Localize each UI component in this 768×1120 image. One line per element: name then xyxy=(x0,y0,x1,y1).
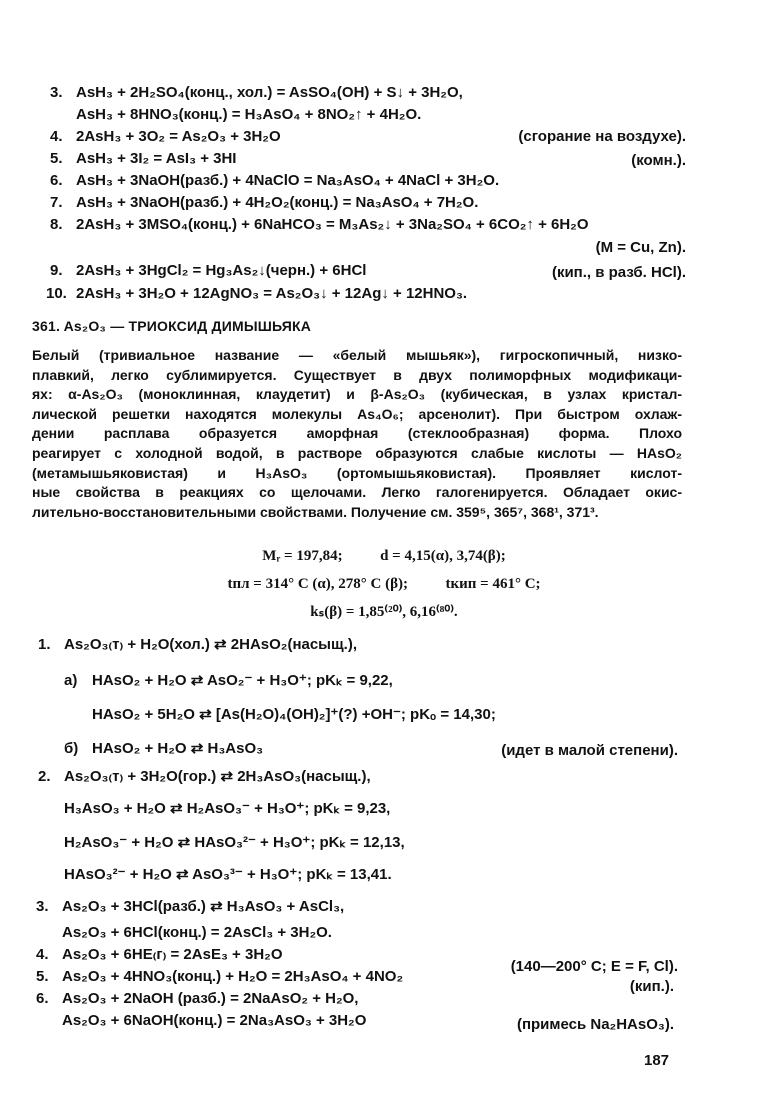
reaction-number: 6. xyxy=(36,990,49,1007)
reaction-condition: (идет в малой степени). xyxy=(501,742,678,759)
description-line: реагирует с холодной водой, в растворе образуются слабые кислоты — HAsO₂ xyxy=(32,444,682,461)
reaction-number: 2. xyxy=(38,768,51,785)
reaction-equation: As₂O₃ + 4HNO₃(конц.) + H₂O = 2H₃AsO₄ + 4NO₂ xyxy=(62,968,404,985)
reaction-equation: AsH₃ + 3I₂ = AsI₃ + 3HI xyxy=(76,150,237,167)
reaction-condition: (комн.). xyxy=(631,152,686,169)
description-line: ях: α-As₂O₃ (моноклинная, клаудетит) и β-As₂O₃ (кубическая, в узлах кристал- xyxy=(32,386,682,403)
reaction-equation: H₂AsO₃⁻ + H₂O ⇄ HAsO₃²⁻ + H₃O⁺; pKₖ = 12,13, xyxy=(64,834,405,851)
reaction-condition: (примесь Na₂HAsO₃). xyxy=(516,1016,674,1033)
description-line: лительно-восстановительными свойствами. Получение см. 359⁵, 365⁷, 368¹, 371³. xyxy=(32,503,599,520)
reaction-equation: 2AsH₃ + 3H₂O + 12AgNO₃ = As₂O₃↓ + 12Ag↓ + 12HNO₃. xyxy=(76,285,468,302)
description-line: Белый (тривиальное название — «белый мышьяк»), гигроскопичный, низко- xyxy=(32,347,682,363)
reaction-number: 3. xyxy=(50,84,63,101)
reaction-number: 5. xyxy=(50,150,63,167)
reaction-equation: 2AsH₃ + 3HgCl₂ = Hg₃As₂↓(черн.) + 6HCl xyxy=(76,262,367,279)
property-line: Mᵣ = 197,84; d = 4,15(α), 3,74(β); xyxy=(262,548,506,564)
reaction-equation: As₂O₃ + 3HCl(разб.) ⇄ H₃AsO₃ + AsCl₃, xyxy=(62,898,345,915)
property-line: tпл = 314° C (α), 278° C (β); tкип = 461° C; xyxy=(227,576,541,592)
reaction-number: а) xyxy=(64,672,78,689)
reaction-condition: (140—200° C; E = F, Cl). xyxy=(510,958,678,975)
reaction-equation: AsH₃ + 2H₂SO₄(конц., хол.) = AsSO₄(OH) + S↓ + 3H₂O, xyxy=(76,84,463,101)
reaction-number: 7. xyxy=(50,194,63,211)
page-number: 187 xyxy=(644,1052,670,1069)
reaction-number: б) xyxy=(64,740,79,757)
reaction-number: 6. xyxy=(50,172,63,189)
reaction-equation: AsH₃ + 3NaOH(разб.) + 4NaClO = Na₃AsO₄ + 4NaCl + 3H₂O. xyxy=(76,172,500,189)
reaction-equation: AsH₃ + 8HNO₃(конц.) = H₃AsO₄ + 8NO₂↑ + 4H₂O. xyxy=(76,106,422,123)
description-line: ные свойства в реакциях со щелочами. Легко галогенируется. Обладает окис- xyxy=(32,484,682,501)
reaction-equation: HAsO₂ + 5H₂O ⇄ [As(H₂O)₄(OH)₂]⁺(?) +OH⁻; pKₒ = 14,30; xyxy=(92,706,496,723)
reaction-condition: (кип., в разб. HCl). xyxy=(551,264,686,281)
reaction-equation: HAsO₂ + H₂O ⇄ H₃AsO₃ xyxy=(92,740,264,757)
reaction-condition: (сгорание на воздухе). xyxy=(518,128,686,145)
reaction-number: 4. xyxy=(50,128,63,145)
reaction-equation: As₂O₃₍т₎ + H₂O(хол.) ⇄ 2HAsO₂(насыщ.), xyxy=(64,636,357,653)
description-line: дении расплава образуется аморфная (стеклообразная) форма. Плохо xyxy=(32,425,682,442)
section-description xyxy=(32,346,682,522)
reaction-equation: 2AsH₃ + 3MSO₄(конц.) + 6NaHCO₃ = M₃As₂↓ + 3Na₂SO₄ + 6CO₂↑ + 6H₂O xyxy=(76,216,589,233)
reaction-equation: HAsO₃²⁻ + H₂O ⇄ AsO₃³⁻ + H₃O⁺; pKₖ = 13,41. xyxy=(64,866,392,883)
section-title: 361. As₂O₃ — ТРИОКСИД ДИМЫШЬЯКА xyxy=(32,318,312,334)
reaction-condition: (кип.). xyxy=(629,978,674,995)
reaction-equation: HAsO₂ + H₂O ⇄ AsO₂⁻ + H₃O⁺; pKₖ = 9,22, xyxy=(92,672,393,689)
reaction-equation: 2AsH₃ + 3O₂ = As₂O₃ + 3H₂O xyxy=(76,128,281,145)
description-line: плавкий, легко сублимируется. Существует в двух полиморфных модификаци- xyxy=(32,366,682,383)
reaction-number: 8. xyxy=(50,216,63,233)
reaction-number: 1. xyxy=(38,636,51,653)
reaction-number: 5. xyxy=(36,968,49,985)
reaction-number: 10. xyxy=(46,285,67,302)
description-line: лической решетки находятся молекулы As₄O₆; арсенолит). При быстром охлаж- xyxy=(32,405,682,422)
reaction-number: 3. xyxy=(36,898,49,915)
reaction-equation: AsH₃ + 3NaOH(разб.) + 4H₂O₂(конц.) = Na₃AsO₄ + 7H₂O. xyxy=(76,194,479,211)
reaction-equation: As₂O₃ + 6HE₍г₎ = 2AsE₃ + 3H₂O xyxy=(62,946,283,963)
reaction-equation: As₂O₃ + 2NaOH (разб.) = 2NaAsO₂ + H₂O, xyxy=(62,990,359,1007)
reaction-equation: H₃AsO₃ + H₂O ⇄ H₂AsO₃⁻ + H₃O⁺; pKₖ = 9,23, xyxy=(64,800,391,817)
reaction-number: 9. xyxy=(50,262,63,279)
reaction-equation: As₂O₃ + 6HCl(конц.) = 2AsCl₃ + 3H₂O. xyxy=(62,924,332,941)
description-line: (метамышьяковистая) и H₃AsO₃ (ортомышьяковистая). Проявляет кислот- xyxy=(32,464,682,481)
property-line: kₛ(β) = 1,85⁽²⁰⁾, 6,16⁽⁸⁰⁾. xyxy=(310,604,458,620)
reaction-equation: As₂O₃ + 6NaOH(конц.) = 2Na₃AsO₃ + 3H₂O xyxy=(62,1012,367,1029)
reaction-condition: (M = Cu, Zn). xyxy=(595,239,686,256)
reaction-equation: As₂O₃₍т₎ + 3H₂O(гор.) ⇄ 2H₃AsO₃(насыщ.), xyxy=(64,768,371,785)
reaction-number: 4. xyxy=(36,946,49,963)
